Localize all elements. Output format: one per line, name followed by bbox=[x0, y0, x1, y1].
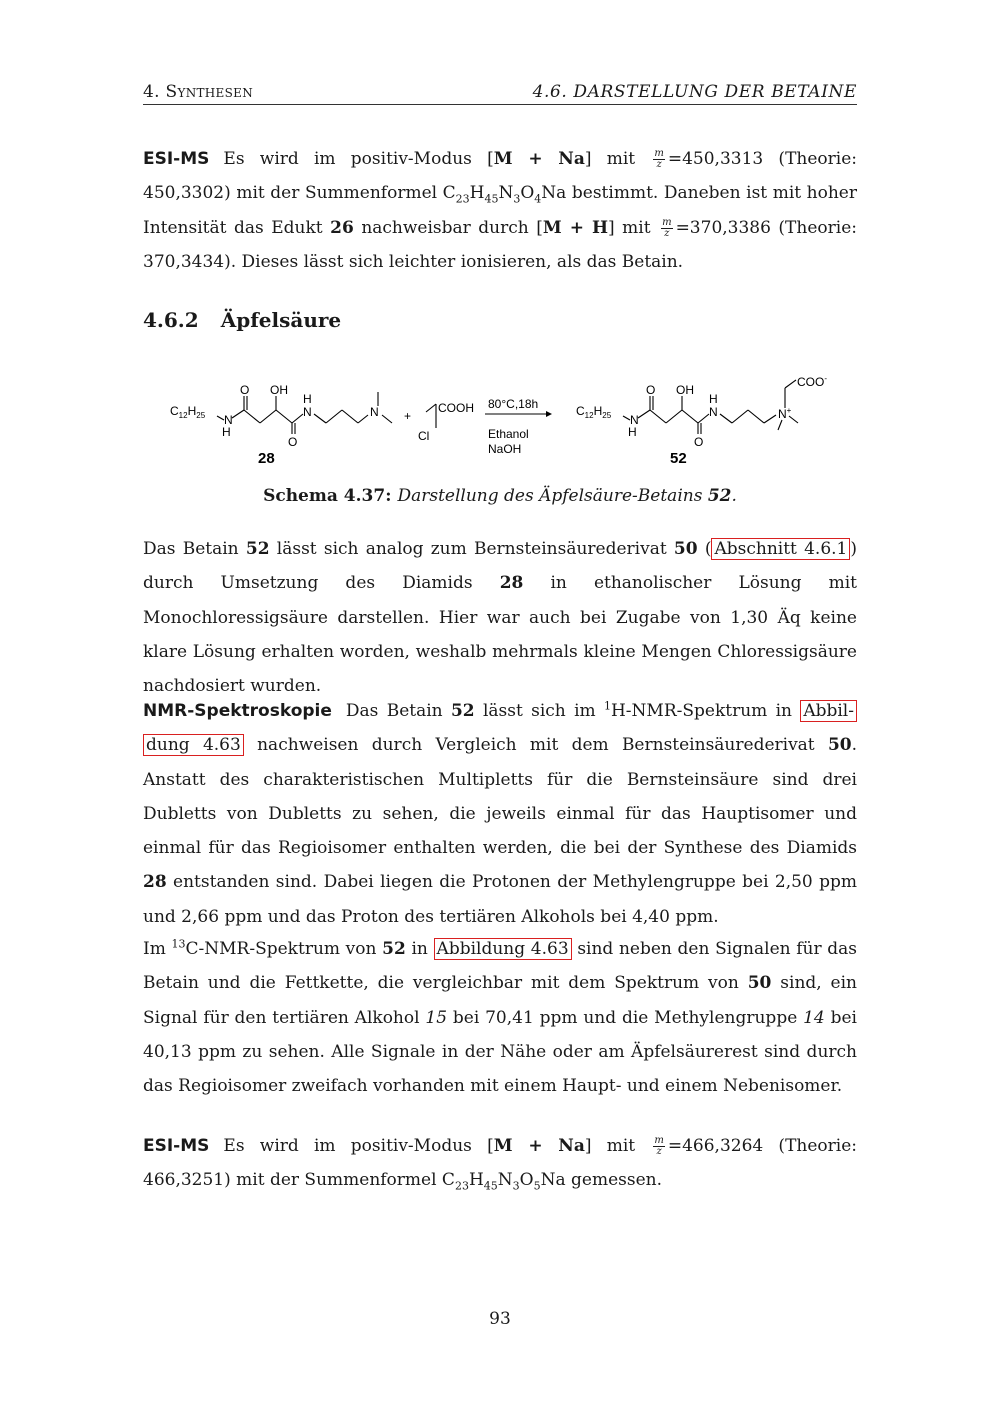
figure-reference-link[interactable]: Abbil- bbox=[800, 700, 857, 722]
carbon-label: 14 bbox=[803, 1007, 825, 1028]
scheme-caption: Schema 4.37: Darstellung des Äpfelsäure-Betains 52. bbox=[263, 486, 737, 506]
compound-number: 52 bbox=[450, 701, 475, 721]
compound-number: 50 bbox=[673, 539, 698, 559]
svg-text:N+: N+ bbox=[778, 406, 792, 421]
m-over-z-fraction: $\frac{m}{z}$ bbox=[662, 216, 672, 239]
svg-text:O: O bbox=[240, 383, 250, 397]
svg-text:+: + bbox=[404, 409, 412, 423]
compound-label-52: 52 bbox=[670, 450, 687, 467]
running-header bbox=[143, 82, 857, 105]
figure-reference-link[interactable]: Abbildung 4.63 bbox=[434, 938, 572, 960]
ion-formula: M + H bbox=[542, 217, 609, 238]
svg-text:N: N bbox=[709, 405, 718, 419]
compound-number: 28 bbox=[499, 573, 524, 594]
esi-ms-label: ESI-MS bbox=[143, 149, 210, 169]
svg-text:H: H bbox=[709, 392, 718, 406]
svg-text:H: H bbox=[628, 425, 637, 439]
svg-text:N: N bbox=[630, 413, 639, 427]
compound-number: 52 bbox=[382, 939, 406, 959]
reaction-scheme bbox=[160, 368, 860, 478]
svg-text:NaOH: NaOH bbox=[488, 442, 522, 456]
ion-formula: M + Na bbox=[493, 1136, 585, 1156]
c13-nmr-paragraph: Im $^{13}$C-NMR-Spektrum von 52 in Abbildung 4.63 sind neben den Signalen für das Betain und die Fettkette, die vergleichbar mit dem Spektrum von 50 sind, ein Signal für den tertiären Alkohol 15 bei 70,41 ppm und die Methylengruppe 14 bei 40,13 ppm zu sehen. Alle Signale in der Nähe oder am Äpfelsäurerest sind durch das Regioisomer zweifach vorhanden mit einem Haupt- und einem Nebenisomer. bbox=[143, 937, 858, 1097]
svg-text:C12H25: $C_{12}H_{25}$ bbox=[170, 404, 206, 420]
compound-number: 50 bbox=[827, 735, 852, 756]
svg-text:H: H bbox=[303, 392, 312, 406]
header-section: 4.6. DARSTELLUNG DER BETAINE bbox=[532, 82, 857, 102]
reaction-arrow-head bbox=[546, 411, 552, 417]
compound-number: 52 bbox=[245, 539, 270, 559]
page-number: 93 bbox=[489, 1309, 511, 1329]
compound-number: 50 bbox=[747, 973, 772, 994]
nmr-paragraph: NMR-Spektroskopie Das Betain 52 lässt sich im $^1$H-NMR-Spektrum in Abbil- dung 4.63 nachweisen durch Vergleich mit dem Bernsteinsäurederivat 50. Anstatt des charakteristischen Multipletts für die Bernsteinsäure sind drei Dubletts von Dubletts zu sehen, die jeweils einmal für das Hauptisomer und einmal für das Regioisomer enthalten werden, die bei der Synthese des Diamids 28 entstanden sind. Dabei liegen die Protonen der Methylengruppe bei 2,50 ppm und 2,66 ppm und das Proton des tertiären Alkohols bei 4,40 ppm. bbox=[143, 699, 858, 927]
esi-ms-label: ESI-MS bbox=[143, 1136, 210, 1156]
svg-text:Cl: Cl bbox=[418, 429, 430, 443]
section-number: 4.6.2 bbox=[143, 308, 199, 332]
svg-text:O: O bbox=[694, 435, 704, 449]
compound-number: 52 bbox=[707, 486, 732, 506]
section-title: Äpfelsäure bbox=[220, 308, 342, 332]
header-chapter: 4. Synthesen bbox=[143, 82, 254, 102]
compound-number: 28 bbox=[143, 872, 167, 893]
svg-text:O: O bbox=[646, 383, 656, 397]
body-paragraph-1: Das Betain 52 lässt sich analog zum Bernsteinsäurederivat 50 ( Abschnitt 4.6.1 ) durch Umsetzung des Diamids 28 in ethanolischer Lösung mit Monochloressigsäure darstellen. Hier war auch bei Zugabe von 1,30 Äq keine klare Lösung erhalten worden, weshalb mehrmals kleine Mengen Chloressigsäure nachdosiert wurden. bbox=[143, 539, 857, 697]
figure-reference-link[interactable]: dung 4.63 bbox=[143, 734, 244, 756]
section-reference-link[interactable]: Abschnitt 4.6.1 bbox=[711, 538, 850, 560]
svg-text:H: H bbox=[222, 425, 231, 439]
svg-text:COO-: COO- bbox=[797, 374, 828, 389]
caption-label: Schema 4.37: bbox=[263, 486, 392, 506]
nmr-label: NMR-Spektroskopie bbox=[143, 701, 332, 721]
svg-text:O: O bbox=[288, 435, 298, 449]
compound-label-28: 28 bbox=[258, 450, 275, 467]
m-over-z-fraction: $\frac{m}{z}$ bbox=[654, 1135, 664, 1157]
svg-text:N: N bbox=[303, 405, 312, 419]
esi-ms-paragraph-1: ESI-MS Es wird im positiv-Modus [M + Na] mit $\frac{m}{z}$ =450,3313 (Theorie: 450,3302) mit der Summenformel $C_{23}H_{45}N_3O_4Na$ bestimmt. Daneben ist mit hoher Intensität das Edukt 26 nachweisbar durch [M + H] mit $\frac{m}{z}$ =370,3386 (Theorie: 370,3434). Dieses lässt sich leichter ionisieren, als das Betain. bbox=[143, 148, 858, 272]
m-over-z-fraction: $\frac{m}{z}$ bbox=[654, 148, 664, 170]
reaction-conditions: 80°C,18h bbox=[488, 397, 539, 411]
svg-text:N: N bbox=[370, 405, 379, 419]
esi-ms-paragraph-2: ESI-MS Es wird im positiv-Modus [M + Na] mit $\frac{m}{z}$ =466,3264 (Theorie: 466,3251) mit der Summenformel $C_{23}H_{45}N_3O_5Na$ gemessen. bbox=[143, 1135, 858, 1193]
ion-formula: M + Na bbox=[493, 149, 585, 169]
compound-number: 26 bbox=[330, 217, 354, 238]
section-heading bbox=[143, 308, 341, 332]
carbon-label: 15 bbox=[425, 1007, 448, 1028]
svg-text:COOH: COOH bbox=[438, 401, 474, 415]
svg-text:N: N bbox=[224, 413, 233, 427]
svg-text:OH: OH bbox=[270, 383, 288, 397]
svg-text:C12H25: $C_{12}H_{25}$ bbox=[576, 404, 612, 420]
svg-text:Ethanol: Ethanol bbox=[488, 427, 529, 441]
svg-text:OH: OH bbox=[676, 383, 694, 397]
